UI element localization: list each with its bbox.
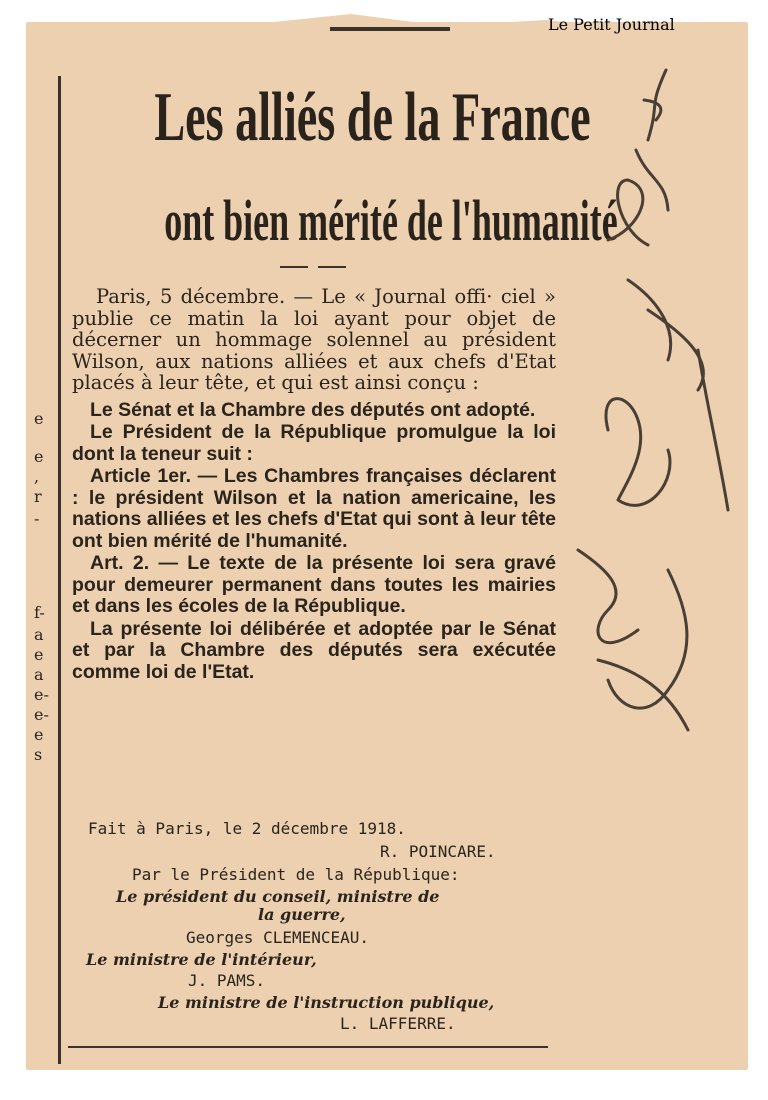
margin-fragment: a: [34, 625, 44, 644]
margin-fragment: e-: [34, 705, 49, 724]
margin-fragment: a: [34, 665, 44, 684]
margin-fragment: e: [34, 725, 44, 744]
law-article-2: Art. 2. — Le texte de la présente loi sera gravé pour demeurer permanent dans toutes les mairies et dans les écoles de la République.: [72, 552, 556, 617]
margin-fragment: f-: [34, 603, 45, 622]
headline-line-2: ont bien mérité de l'humanité: [164, 188, 618, 253]
handwriting-text: Le Petit Journal: [548, 15, 675, 34]
margin-fragment: e: [34, 409, 44, 428]
margin-fragment: r: [34, 487, 42, 506]
margin-fragment: e: [34, 447, 44, 466]
law-paragraph: Le Président de la République promulgue la loi dont la teneur suit :: [72, 421, 556, 465]
separator-rule: [280, 266, 308, 268]
top-rule: [330, 27, 450, 31]
margin-fragment: e: [34, 645, 44, 664]
margin-fragment: ,: [34, 467, 40, 486]
margin-fragment: -: [34, 509, 40, 528]
intro-line: et aux chefs d'Etat placés à leur tête, et: [72, 349, 556, 394]
council-title-2: la guerre,: [258, 905, 346, 924]
intro-line: qui est ainsi conçu :: [281, 371, 479, 394]
instruction-title: Le ministre de l'instruction publique,: [158, 993, 495, 1012]
law-paragraph: La présente loi délibérée et adoptée par le Sénat et par la Chambre des députés sera exécutée comme loi de l'Etat.: [72, 617, 556, 683]
by-president-line: Par le Président de la République:: [132, 865, 460, 884]
interior-name: J. PAMS.: [188, 971, 266, 990]
interior-title: Le ministre de l'intérieur,: [86, 950, 317, 969]
article-body: [72, 286, 556, 683]
headline-line-1: Les alliés de la France: [154, 79, 591, 156]
bottom-rule: [68, 1046, 548, 1048]
intro-line: objet de décerner un hommage solennel: [72, 306, 556, 351]
margin-fragment: e-: [34, 685, 49, 704]
intro-line: ciel » publie ce matin la loi ayant pour: [72, 285, 556, 330]
council-title: Le président du conseil, ministre de: [116, 887, 440, 906]
intro-line: Paris, 5 décembre. — Le « Journal offi·: [96, 285, 493, 308]
council-name: Georges CLEMENCEAU.: [186, 928, 370, 947]
law-article-1: Article 1er. — Les Chambres françaises déclarent : le président Wilson et la nation americaine, les nations alliées et les chefs d'Etat qui sont à leur tête ont bien mérité de l'humanité.: [72, 465, 556, 552]
intro-paragraph: [72, 286, 556, 394]
instruction-name: L. LAFFERRE.: [340, 1014, 456, 1033]
president-signature: R. POINCARE.: [380, 842, 496, 861]
law-paragraph: Le Sénat et la Chambre des députés ont adopté.: [90, 398, 536, 421]
intro-line: au président Wilson, aux nations alliées: [72, 328, 556, 373]
separator-rule: [318, 266, 346, 268]
margin-fragment: s: [34, 745, 43, 764]
column-rule: [58, 76, 61, 1064]
place-date: Fait à Paris, le 2 décembre 1918.: [88, 819, 406, 838]
handwritten-annotation: [548, 15, 748, 750]
